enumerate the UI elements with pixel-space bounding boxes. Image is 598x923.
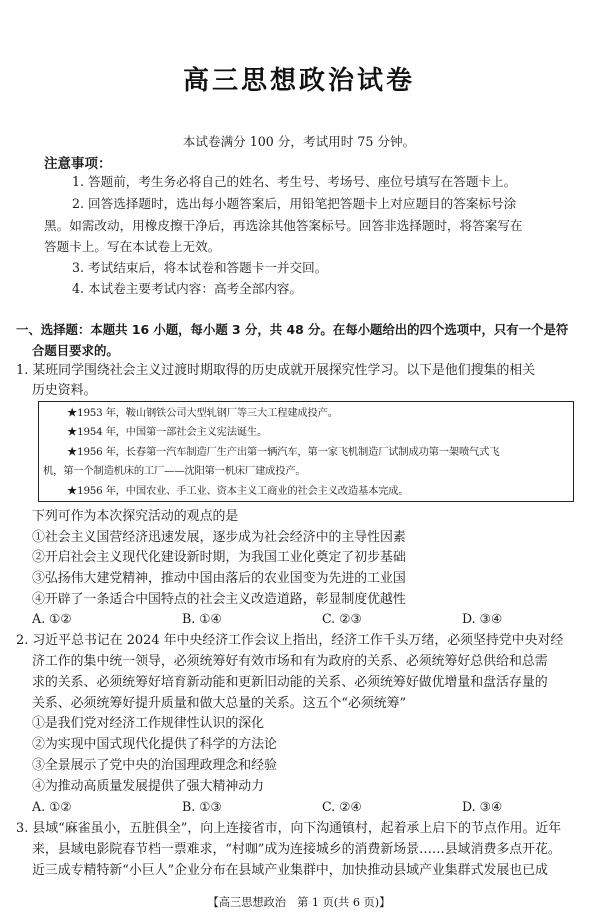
question-stem: 济工作的集中统一领导，必须统筹好有效市场和有为政府的关系、必须统筹好总供给和总需 (32, 654, 548, 669)
question-stem: 历史资料。 (32, 383, 97, 398)
answer-item: ①是我们党对经济工作规律性认识的深化 (32, 716, 265, 731)
answer-item: ③弘扬伟大建党精神，推动中国由落后的农业国变为先进的工业国 (32, 571, 406, 586)
evidence-line: ★1954 年，中国第一部社会主义宪法诞生。 (67, 426, 268, 438)
answer-item: ①社会主义国营经济迅速发展，逐步成为社会经济中的主导性因素 (32, 530, 406, 545)
option-b[interactable]: B. ①③ (182, 799, 222, 814)
answer-item: ③全景展示了党中央的治国理政理念和经验 (32, 758, 277, 773)
exam-subtitle: 本试卷满分 100 分，考试用时 75 分钟。 (182, 134, 416, 149)
evidence-line: ★1956 年，长春第一汽车制造厂生产出第一辆汽车，第一家飞机制造厂试制成功第一架喷气式飞 (67, 446, 500, 458)
evidence-line: ★1956 年，中国农业、手工业、资本主义工商业的社会主义改造基本完成。 (67, 485, 409, 497)
notice-line: 黑。如需改动，用橡皮擦干净后，再选涂其他答案标号。回答非选择题时，将答案写在 (44, 218, 523, 233)
notice-line: 2. 回答选择题时，选出每小题答案后，用铅笔把答题卡上对应题目的答案标号涂 (72, 196, 517, 211)
notice-line: 4. 本试卷主要考试内容：高考全部内容。 (72, 281, 303, 296)
option-b[interactable]: B. ①④ (182, 611, 222, 626)
notice-line: 3. 考试结束后，将本试卷和答题卡一并交回。 (72, 260, 328, 275)
option-c[interactable]: C. ②④ (322, 799, 362, 814)
evidence-line: ★1953 年，鞍山钢铁公司大型轧钢厂等三大工程建成投产。 (67, 407, 338, 419)
section-heading: 合题目要求的。 (32, 343, 119, 358)
question-stem: 关系、必须统筹好提升质量和做大总量的关系。这五个“必须统筹” (32, 696, 407, 711)
evidence-line: 机，第一个制造机床的工厂——沈阳第一机床厂建成投产。 (43, 465, 306, 477)
answer-item: ②开启社会主义现代化建设新时期，为我国工业化奠定了初步基础 (32, 550, 406, 565)
question-stem: 1. 某班同学围绕社会主义过渡时期取得的历史成就开展探究性学习。以下是他们搜集的相关 (16, 363, 536, 378)
question-stem: 近三成专精特新“小巨人”企业分布在县域产业集群中，加快推动县域产业集群式发展也已成 (32, 863, 548, 878)
question-stem: 2. 习近平总书记在 2024 年中央经济工作会议上指出，经济工作千头万绪，必须坚持党中央对经 (16, 633, 564, 648)
option-d[interactable]: D. ③④ (462, 799, 503, 814)
exam-title: 高三思想政治试卷 (182, 66, 415, 96)
answer-item: ④为推动高质量发展提供了强大精神动力 (32, 779, 265, 794)
answer-item: ④开辟了一条适合中国特点的社会主义改造道路，彰显制度优越性 (32, 592, 406, 607)
option-d[interactable]: D. ③④ (462, 611, 503, 626)
answer-item: ②为实现中国式现代化提供了科学的方法论 (32, 737, 277, 752)
option-a[interactable]: A. ①② (32, 799, 72, 814)
option-c[interactable]: C. ②③ (322, 611, 362, 626)
options-row (32, 799, 572, 816)
question-stem: 3. 县域“麻雀虽小，五脏俱全”，向上连接省市，向下沟通镇村，起着承上启下的节点作用。近年 (16, 821, 562, 836)
notice-line: 1. 答题前，考生务必将自己的姓名、考生号、考场号、座位号填写在答题卡上。 (72, 174, 517, 189)
question-stem: 来，县域电影院春节档一票难求，“村咖”成为连接城乡的消费新场景……县域消费多点开花。 (32, 842, 561, 857)
notice-heading: 注意事项： (44, 156, 112, 172)
question-prompt: 下列可作为本次探究活动的观点的是 (32, 509, 239, 524)
evidence-box (38, 401, 574, 502)
notice-line: 答题卡上。写在本试卷上无效。 (44, 239, 221, 254)
page-footer: 【高三思想政治 第 1 页(共 6 页)】 (207, 896, 391, 909)
options-row (32, 611, 572, 628)
section-heading: 一、选择题：本题共 16 小题，每小题 3 分，共 48 分。在每小题给出的四个选项中，只有一个是符 (16, 322, 569, 337)
option-a[interactable]: A. ①② (32, 611, 72, 626)
question-stem: 求的关系、必须统筹好培育新动能和更新旧动能的关系、必须统筹好做优增量和盘活存量的 (32, 675, 548, 690)
